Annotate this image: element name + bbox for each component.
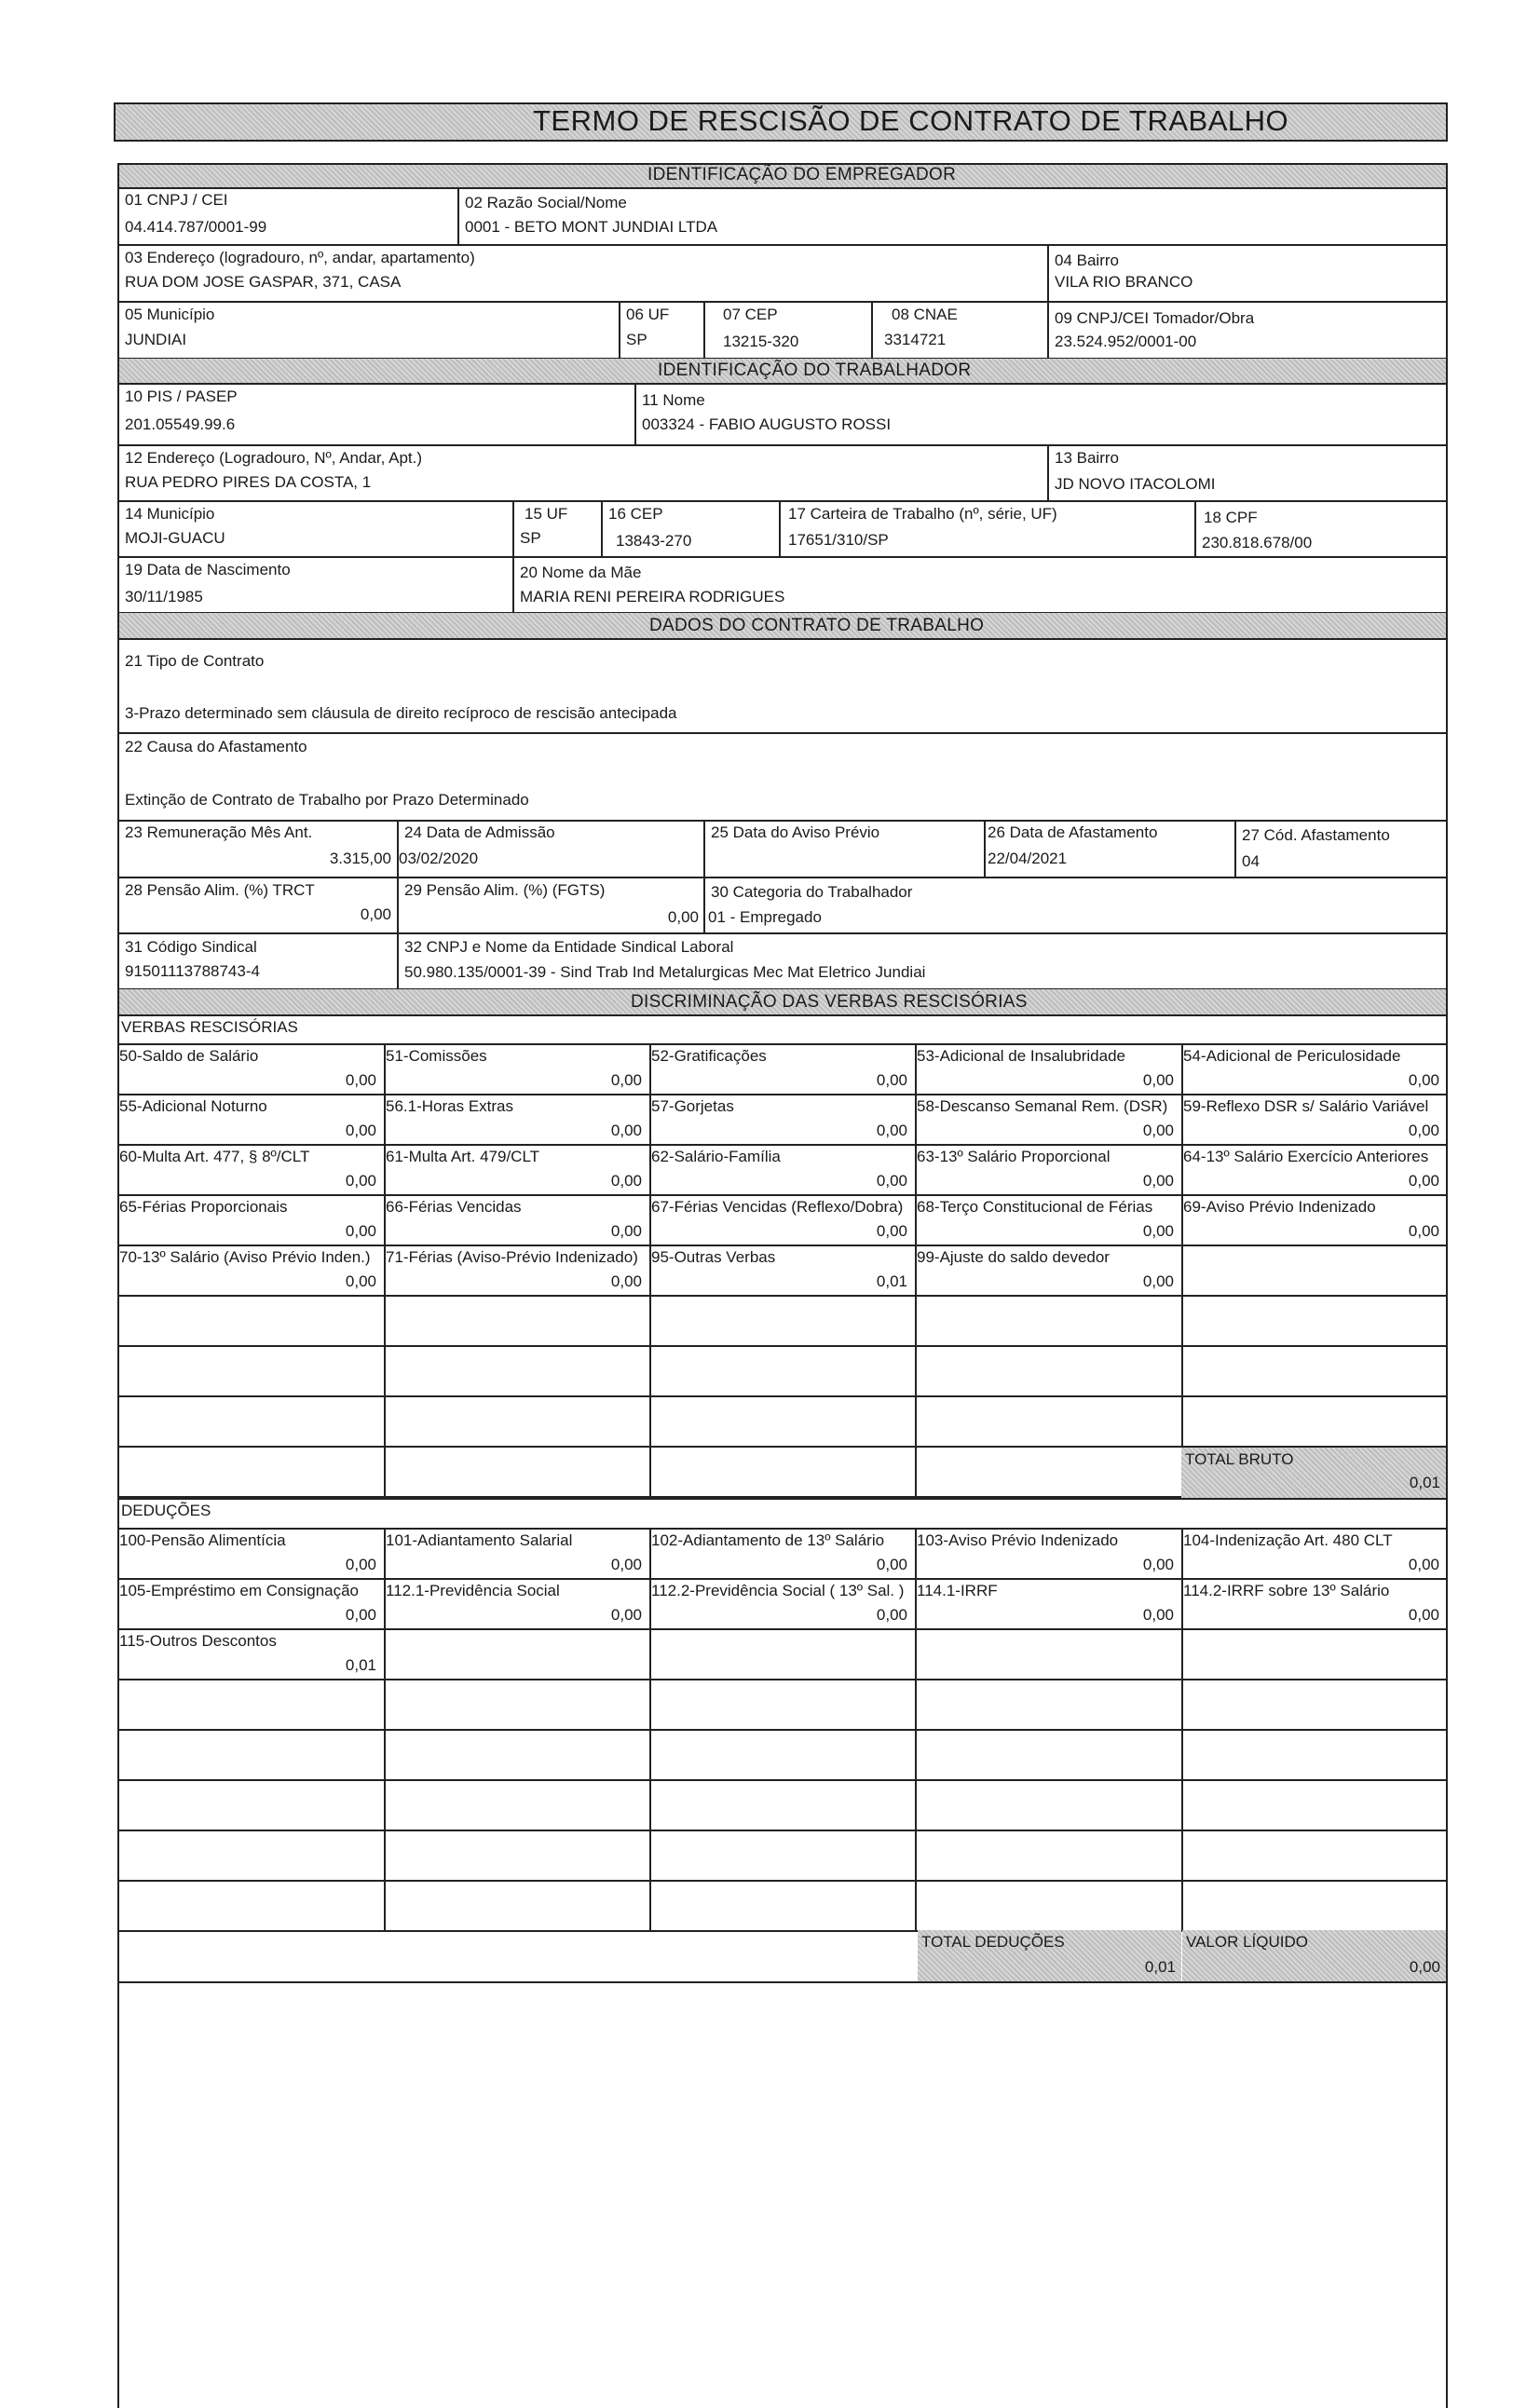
deducoe-label: 115-Outros Descontos [119,1632,277,1650]
f08-value: 3314721 [884,331,947,348]
verba-value: 0,00 [610,1222,642,1240]
f18-value: 230.818.678/00 [1202,534,1313,551]
f31-label: 31 Código Sindical [125,938,257,956]
f18-label: 18 CPF [1204,509,1258,526]
f01-value: 04.414.787/0001-99 [125,218,267,236]
verba-value: 0,00 [610,1071,642,1089]
f28-value: 0,00 [360,905,391,923]
verba-label: 52-Gratificações [651,1047,767,1065]
verba-label: 51-Comissões [386,1047,487,1065]
deducoe-label: 104-Indenização Art. 480 CLT [1183,1531,1393,1549]
verba-value: 0,00 [610,1172,642,1190]
deducoe-label: 112.2-Previdência Social ( 13º Sal. ) [651,1582,905,1599]
f05-label: 05 Município [125,306,215,323]
verba-label: 55-Adicional Noturno [119,1097,267,1115]
deducoe-value: 0,00 [1142,1556,1174,1573]
f10-label: 10 PIS / PASEP [125,388,238,405]
total-bruto-value: 0,01 [1409,1474,1440,1491]
verba-label: 67-Férias Vencidas (Reflexo/Dobra) [651,1198,904,1216]
verba-value: 0,00 [876,1122,907,1139]
f12-value: RUA PEDRO PIRES DA COSTA, 1 [125,473,372,491]
total-deducoes-label: TOTAL DEDUÇÕES [921,1933,1065,1951]
valor-liquido-label: VALOR LÍQUIDO [1186,1933,1308,1951]
deducoe-label: 103-Aviso Prévio Indenizado [917,1531,1119,1549]
f02-value: 0001 - BETO MONT JUNDIAI LTDA [465,218,718,236]
deducoe-value: 0,00 [610,1556,642,1573]
f24-value: 03/02/2020 [399,850,479,867]
f04-value: VILA RIO BRANCO [1055,273,1193,291]
verba-label: 68-Terço Constitucional de Férias [917,1198,1153,1216]
deducoe-label: 101-Adiantamento Salarial [386,1531,573,1549]
verba-value: 0,00 [876,1071,907,1089]
verba-label: 53-Adicional de Insalubridade [917,1047,1125,1065]
deducoe-value: 0,00 [345,1556,376,1573]
verba-label: 99-Ajuste do saldo devedor [917,1248,1110,1266]
section-title-contract: DADOS DO CONTRATO DE TRABALHO [649,616,985,635]
verba-value: 0,00 [1408,1222,1439,1240]
f11-label: 11 Nome [642,391,705,409]
f14-label: 14 Município [125,505,215,523]
verba-value: 0,00 [345,1172,376,1190]
f32-value: 50.980.135/0001-39 - Sind Trab Ind Metalurgicas Mec Mat Eletrico Jundiai [404,963,926,981]
f19-label: 19 Data de Nascimento [125,561,291,578]
deducoe-label: 114.1-IRRF [917,1582,998,1599]
f26-value: 22/04/2021 [988,850,1068,867]
verba-value: 0,00 [876,1172,907,1190]
verba-value: 0,00 [610,1122,642,1139]
verba-label: 70-13º Salário (Aviso Prévio Inden.) [119,1248,371,1266]
section-title-worker: IDENTIFICAÇÃO DO TRABALHADOR [658,361,972,380]
f27-label: 27 Cód. Afastamento [1242,826,1390,844]
verba-label: 57-Gorjetas [651,1097,734,1115]
f06-label: 06 UF [626,306,670,323]
f07-label: 07 CEP [723,306,778,323]
deducoe-value: 0,00 [1408,1606,1439,1624]
f32-label: 32 CNPJ e Nome da Entidade Sindical Laboral [404,938,734,956]
deducoe-value: 0,01 [345,1656,376,1674]
verba-value: 0,00 [1142,1272,1174,1290]
verba-value: 0,00 [345,1122,376,1139]
verbas-heading: VERBAS RESCISÓRIAS [121,1018,298,1036]
deducoes-heading: DEDUÇÕES [121,1502,211,1519]
f29-value: 0,00 [667,908,699,926]
deducoe-value: 0,00 [610,1606,642,1624]
f10-value: 201.05549.99.6 [125,415,236,433]
f28-label: 28 Pensão Alim. (%) TRCT [125,881,315,899]
f20-label: 20 Nome da Mãe [520,564,642,581]
f22-label: 22 Causa do Afastamento [125,738,307,755]
deducoe-label: 102-Adiantamento de 13º Salário [651,1531,885,1549]
f23-value: 3.315,00 [329,850,391,867]
f14-value: MOJI-GUACU [125,529,225,547]
section-title-employer: IDENTIFICAÇÃO DO EMPREGADOR [647,165,957,184]
f16-value: 13843-270 [616,532,692,550]
total-bruto-label: TOTAL BRUTO [1185,1450,1294,1468]
verba-label: 66-Férias Vencidas [386,1198,522,1216]
deducoe-label: 100-Pensão Alimentícia [119,1531,286,1549]
verba-value: 0,00 [1408,1122,1439,1139]
verba-label: 95-Outras Verbas [651,1248,776,1266]
f08-label: 08 CNAE [892,306,958,323]
f17-label: 17 Carteira de Trabalho (nº, série, UF) [788,505,1057,523]
f04-label: 04 Bairro [1055,252,1119,269]
verba-value: 0,00 [345,1222,376,1240]
f31-value: 91501113788743-4 [125,962,260,980]
verba-value: 0,00 [345,1071,376,1089]
deducoe-label: 114.2-IRRF sobre 13º Salário [1183,1582,1390,1599]
verba-label: 60-Multa Art. 477, § 8º/CLT [119,1148,310,1165]
f22-value: Extinção de Contrato de Trabalho por Prazo Determinado [125,791,529,809]
verba-value: 0,00 [1408,1172,1439,1190]
deducoe-value: 0,00 [1142,1606,1174,1624]
f21-value: 3-Prazo determinado sem cláusula de direito recíproco de rescisão antecipada [125,704,677,722]
f25-label: 25 Data do Aviso Prévio [711,823,880,841]
f12-label: 12 Endereço (Logradouro, Nº, Andar, Apt.) [125,449,423,467]
f13-value: JD NOVO ITACOLOMI [1055,475,1216,493]
verba-label: 50-Saldo de Salário [119,1047,259,1065]
deducoe-value: 0,00 [1408,1556,1439,1573]
f27-value: 04 [1242,852,1260,870]
verba-value: 0,00 [1142,1071,1174,1089]
f29-label: 29 Pensão Alim. (%) (FGTS) [404,881,606,899]
f17-value: 17651/310/SP [788,531,889,549]
verba-label: 65-Férias Proporcionais [119,1198,288,1216]
f21-label: 21 Tipo de Contrato [125,652,265,670]
verba-label: 61-Multa Art. 479/CLT [386,1148,540,1165]
verba-value: 0,00 [876,1222,907,1240]
verba-label: 56.1-Horas Extras [386,1097,513,1115]
f11-value: 003324 - FABIO AUGUSTO ROSSI [642,415,892,433]
document-title: TERMO DE RESCISÃO DE CONTRATO DE TRABALHO [533,104,1289,137]
valor-liquido-value: 0,00 [1409,1958,1440,1976]
f03-label: 03 Endereço (logradouro, nº, andar, apartamento) [125,249,475,266]
section-title-verbas: DISCRIMINAÇÃO DAS VERBAS RESCISÓRIAS [631,992,1028,1012]
f13-label: 13 Bairro [1055,449,1119,467]
f02-label: 02 Razão Social/Nome [465,194,627,211]
verba-value: 0,00 [1142,1222,1174,1240]
verba-label: 59-Reflexo DSR s/ Salário Variável [1183,1097,1429,1115]
verba-value: 0,00 [345,1272,376,1290]
verba-label: 71-Férias (Aviso-Prévio Indenizado) [386,1248,638,1266]
f15-label: 15 UF [525,505,568,523]
total-deducoes-value: 0,01 [1144,1958,1176,1976]
verba-value: 0,00 [1408,1071,1439,1089]
f24-label: 24 Data de Admissão [404,823,555,841]
verba-value: 0,00 [1142,1172,1174,1190]
f19-value: 30/11/1985 [125,588,203,605]
verba-value: 0,01 [876,1272,907,1290]
verba-label: 64-13º Salário Exercício Anteriores [1183,1148,1429,1165]
deducoe-label: 105-Empréstimo em Consignação [119,1582,360,1599]
verba-label: 63-13º Salário Proporcional [917,1148,1111,1165]
deducoe-label: 112.1-Previdência Social [386,1582,560,1599]
f20-value: MARIA RENI PEREIRA RODRIGUES [520,588,785,605]
f09-label: 09 CNPJ/CEI Tomador/Obra [1055,309,1255,327]
f03-value: RUA DOM JOSE GASPAR, 371, CASA [125,273,402,291]
deducoe-value: 0,00 [345,1606,376,1624]
deducoe-value: 0,00 [876,1606,907,1624]
verba-label: 62-Salário-Família [651,1148,781,1165]
f30-value: 01 - Empregado [708,908,822,926]
verba-label: 69-Aviso Prévio Indenizado [1183,1198,1376,1216]
f23-label: 23 Remuneração Mês Ant. [125,823,313,841]
f07-value: 13215-320 [723,333,799,350]
f05-value: JUNDIAI [125,331,187,348]
f15-value: SP [520,529,541,547]
verba-value: 0,00 [610,1272,642,1290]
verba-label: 54-Adicional de Periculosidade [1183,1047,1401,1065]
f06-value: SP [626,331,647,348]
verba-value: 0,00 [1142,1122,1174,1139]
f01-label: 01 CNPJ / CEI [125,191,228,209]
f16-label: 16 CEP [608,505,663,523]
f26-label: 26 Data de Afastamento [988,823,1158,841]
verba-label: 58-Descanso Semanal Rem. (DSR) [917,1097,1168,1115]
deducoe-value: 0,00 [876,1556,907,1573]
f09-value: 23.524.952/0001-00 [1055,333,1197,350]
f30-label: 30 Categoria do Trabalhador [711,883,913,901]
